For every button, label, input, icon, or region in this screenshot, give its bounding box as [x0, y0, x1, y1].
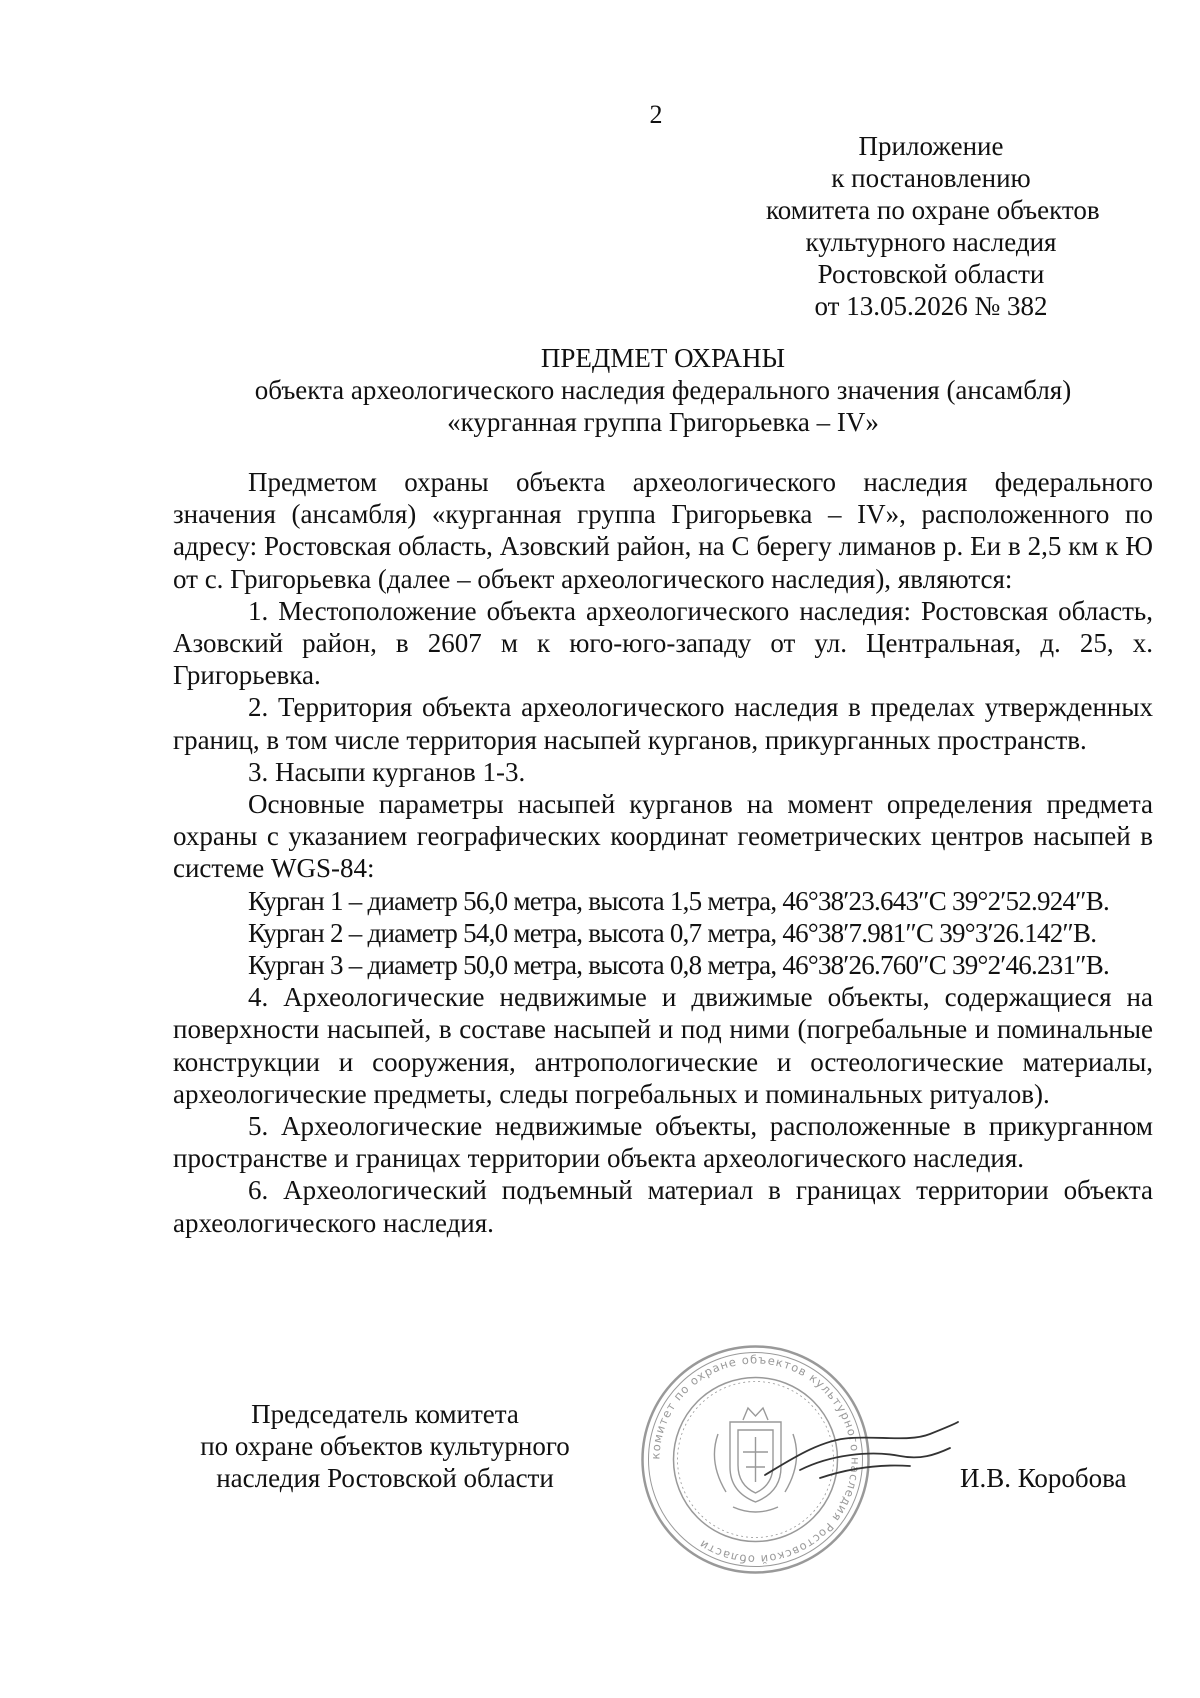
item-1-location: 1. Местоположение объекта археологического наследия: Ростовская область, Азовский район, в 2607 м к юго-юго-западу от ул. Центральная, д. 25, х. Григорьевка.	[173, 595, 1153, 691]
parameters-paragraph: Основные параметры насыпей курганов на момент определения предмета охраны с указанием географических координат геометрических центров насыпей в системе WGS-84:	[173, 789, 1153, 884]
title-heading: ПРЕДМЕТ ОХРАНЫ	[540, 343, 786, 373]
signer-name: И.В. Коробова	[960, 1463, 1127, 1493]
kurgan-1-line: Курган 1 – диаметр 56,0 метра, высота 1,5 метра, 46°38′23.643″С 39°2′52.924″В.	[248, 885, 1110, 916]
signer-position	[180, 1398, 590, 1494]
item-4-objects: 4. Археологические недвижимые и движимые объекты, содержащиеся на поверхности насыпей, в составе насыпей и под ними (погребальные и поминальные конструкции и сооружения, антропологические и остеологические материалы, археологические предметы, следы погребальных и поминальных ритуалов).	[173, 982, 1153, 1109]
appendix-header	[766, 130, 1100, 322]
handwritten-signature	[760, 1420, 960, 1490]
appendix-line: Ростовской области	[817, 259, 1045, 289]
appendix-line: к постановлению	[831, 163, 1031, 193]
document-body	[173, 466, 1153, 1239]
appendix-line: Приложение	[858, 131, 1004, 161]
intro-paragraph: Предметом охраны объекта археологического наследия федерального значения (ансамбля) «курганная группа Григорьевка – IV», расположенного по адресу: Ростовская область, Азовский район, на С берегу лиманов р. Еи в 2,5 км к Ю от с. Григорьевка (далее – объект археологического наследия), являются:	[173, 467, 1153, 594]
item-5-objects: 5. Археологические недвижимые объекты, расположенные в прикурганном пространстве и границах территории объекта археологического наследия.	[173, 1111, 1153, 1174]
title-object-name: «курганная группа Григорьевка – IV»	[447, 407, 879, 437]
signer-position-line: Председатель комитета	[251, 1399, 519, 1429]
appendix-date-line: от 13.05.2026 № 382	[814, 291, 1048, 321]
document-title	[173, 342, 1153, 438]
appendix-line: комитета по охране объектов	[766, 195, 1100, 225]
kurgan-2-line: Курган 2 – диаметр 54,0 метра, высота 0,7 метра, 46°38′7.981″С 39°3′26.142″В.	[248, 917, 1097, 948]
item-3-mounds: 3. Насыпи курганов 1-3.	[248, 756, 526, 787]
title-subtitle: объекта археологического наследия федерального значения (ансамбля)	[254, 375, 1072, 405]
page-number: 2	[649, 100, 663, 129]
item-6-material: 6. Археологический подъемный материал в границах территории объекта археологического наследия.	[173, 1175, 1153, 1238]
kurgan-3-line: Курган 3 – диаметр 50,0 метра, высота 0,8 метра, 46°38′26.760″С 39°2′46.231″В.	[248, 950, 1110, 981]
appendix-line: культурного наследия	[805, 227, 1057, 257]
seal-text: комитет по охране объектов культурного наследия Ростовской области	[648, 1352, 863, 1567]
signer-position-line: наследия Ростовской области	[216, 1463, 554, 1493]
item-2-territory: 2. Территория объекта археологического наследия в пределах утвержденных границ, в том числе территория насыпей курганов, прикурганных пространств.	[173, 692, 1153, 755]
signer-position-line: по охране объектов культурного	[200, 1431, 570, 1461]
